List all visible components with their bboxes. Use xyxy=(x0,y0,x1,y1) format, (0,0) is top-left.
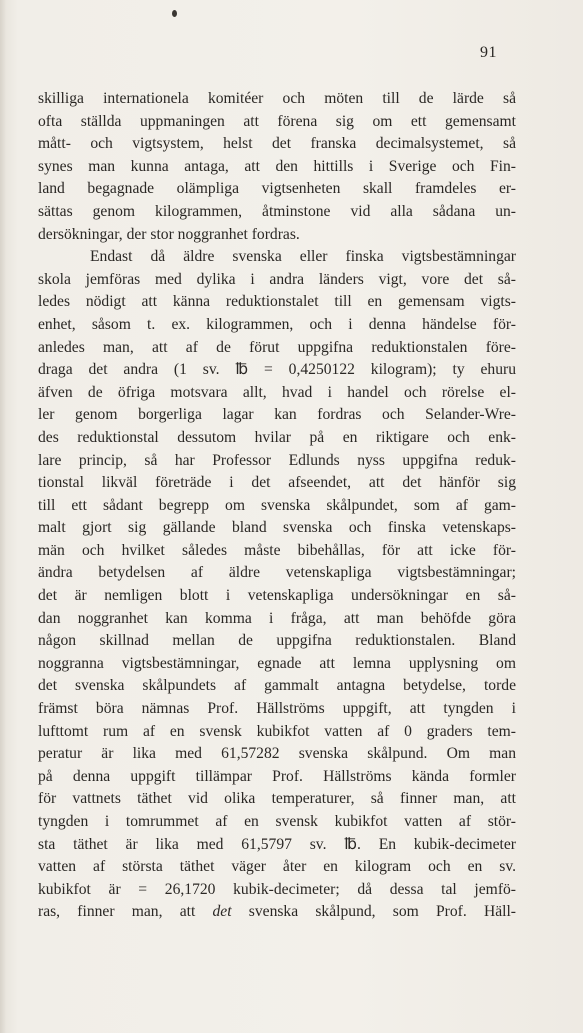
text-line: dersökningar, der stor noggranhet fordras. xyxy=(38,225,300,243)
text-line: män och hvilket således måste bibehållas, för att icke för- xyxy=(38,541,516,559)
text-line: till ett sådant begrepp om svenska skålpundet, som af gam- xyxy=(38,496,516,514)
text-line-with-emphasis xyxy=(38,901,516,924)
ink-spot xyxy=(172,10,177,17)
text-line: ler genom borgerliga lagar kan fordras och Selander-Wre- xyxy=(38,406,516,424)
text-line: för vattnets täthet vid olika temperaturer, så finner man, att xyxy=(38,790,516,808)
text-line: noggranna vigtsbestämningar, egnade att lemna upplysning om xyxy=(38,654,516,672)
text-line: lare princip, så har Professor Edlunds nyss uppgifna reduk- xyxy=(38,451,516,469)
text-line: anledes man, att af de förut uppgifna reduktionstalen före- xyxy=(38,338,516,356)
text-line: någon skillnad mellan de uppgifna reduktionstalen. Bland xyxy=(38,632,516,650)
text-line: ledes nödigt att känna reduktionstalet till en gemensam vigts- xyxy=(38,293,516,311)
text-line: land begagnade olämpliga vigtsenheten skall framdeles er- xyxy=(38,180,516,198)
text-line: det är nemligen blott i vetenskapliga undersökningar en så- xyxy=(38,587,516,605)
text-line: ändra betydelsen af äldre vetenskapliga vigtsbestämningar; xyxy=(38,564,516,582)
text-line: draga det andra (1 sv. ℔ = 0,4250122 kilogram); ty ehuru xyxy=(38,361,516,379)
page-edge-shadow xyxy=(0,0,6,1033)
text-line: skilliga internationela komitéer och möten till de lärde så xyxy=(38,90,516,107)
text-line: mått- och vigtsystem, helst det franska decimalsystemet, så xyxy=(38,135,516,153)
text-line: tyngden i tomrummet af en svensk kubikfot vatten af stör- xyxy=(38,813,516,830)
text-line: äfven de öfriga motsvara allt, hvad i handel och rörelse el- xyxy=(38,383,516,401)
text-line: främst böra nämnas Prof. Hällströms uppgift, att tyngden i xyxy=(38,700,516,718)
text-line: på denna uppgift tillämpar Prof. Hällströms kända formler xyxy=(38,767,516,785)
text-line: des reduktionstal dessutom hvilar på en riktigare och enk- xyxy=(38,428,516,446)
text-line: vatten af största täthet väger åter en kilogram och en sv. xyxy=(38,858,516,876)
page-number: 91 xyxy=(480,44,497,61)
text-line: skola jemföras med dylika i andra länders vigt, vore det så- xyxy=(38,270,516,288)
text-line: dan noggranhet kan komma i fråga, att man behöfde göra xyxy=(38,609,516,627)
text-line: ofta ställda uppmaningen att förena sig om ett gemensamt xyxy=(38,112,516,130)
text-segment: ras, finner man, att xyxy=(38,903,196,921)
text-line: enhet, såsom t. ex. kilogrammen, och i denna händelse för- xyxy=(38,315,516,333)
text-line: lufttomt rum af en svensk kubikfot vatten af 0 graders tem- xyxy=(38,722,516,740)
text-segment: svenska skålpund, som Prof. Häll- xyxy=(248,903,516,921)
body-text xyxy=(38,88,516,924)
text-line: det svenska skålpundets af gammalt antagna betydelse, torde xyxy=(38,677,516,695)
paragraph-first-line: Endast då äldre svenska eller finska vigtsbestämningar xyxy=(90,248,516,266)
text-line: sta täthet är lika med 61,5797 sv. ℔. En kubik-decimeter xyxy=(38,835,516,853)
text-line: kubikfot är = 26,1720 kubik-decimeter; då dessa tal jemfö- xyxy=(38,880,516,898)
text-line: sättas genom kilogrammen, åtminstone vid alla sådana un- xyxy=(38,202,516,220)
text-line: malt gjort sig gällande bland svenska och finska vetenskaps- xyxy=(38,519,516,537)
text-line: peratur är lika med 61,57282 svenska skålpund. Om man xyxy=(38,745,516,763)
emphasized-word: det xyxy=(212,903,232,921)
text-line: tionstal likväl företräde i det afseendet, att det hänför sig xyxy=(38,474,516,492)
text-line: synes man kunna antaga, att den hittills i Sverige och Fin- xyxy=(38,157,516,175)
